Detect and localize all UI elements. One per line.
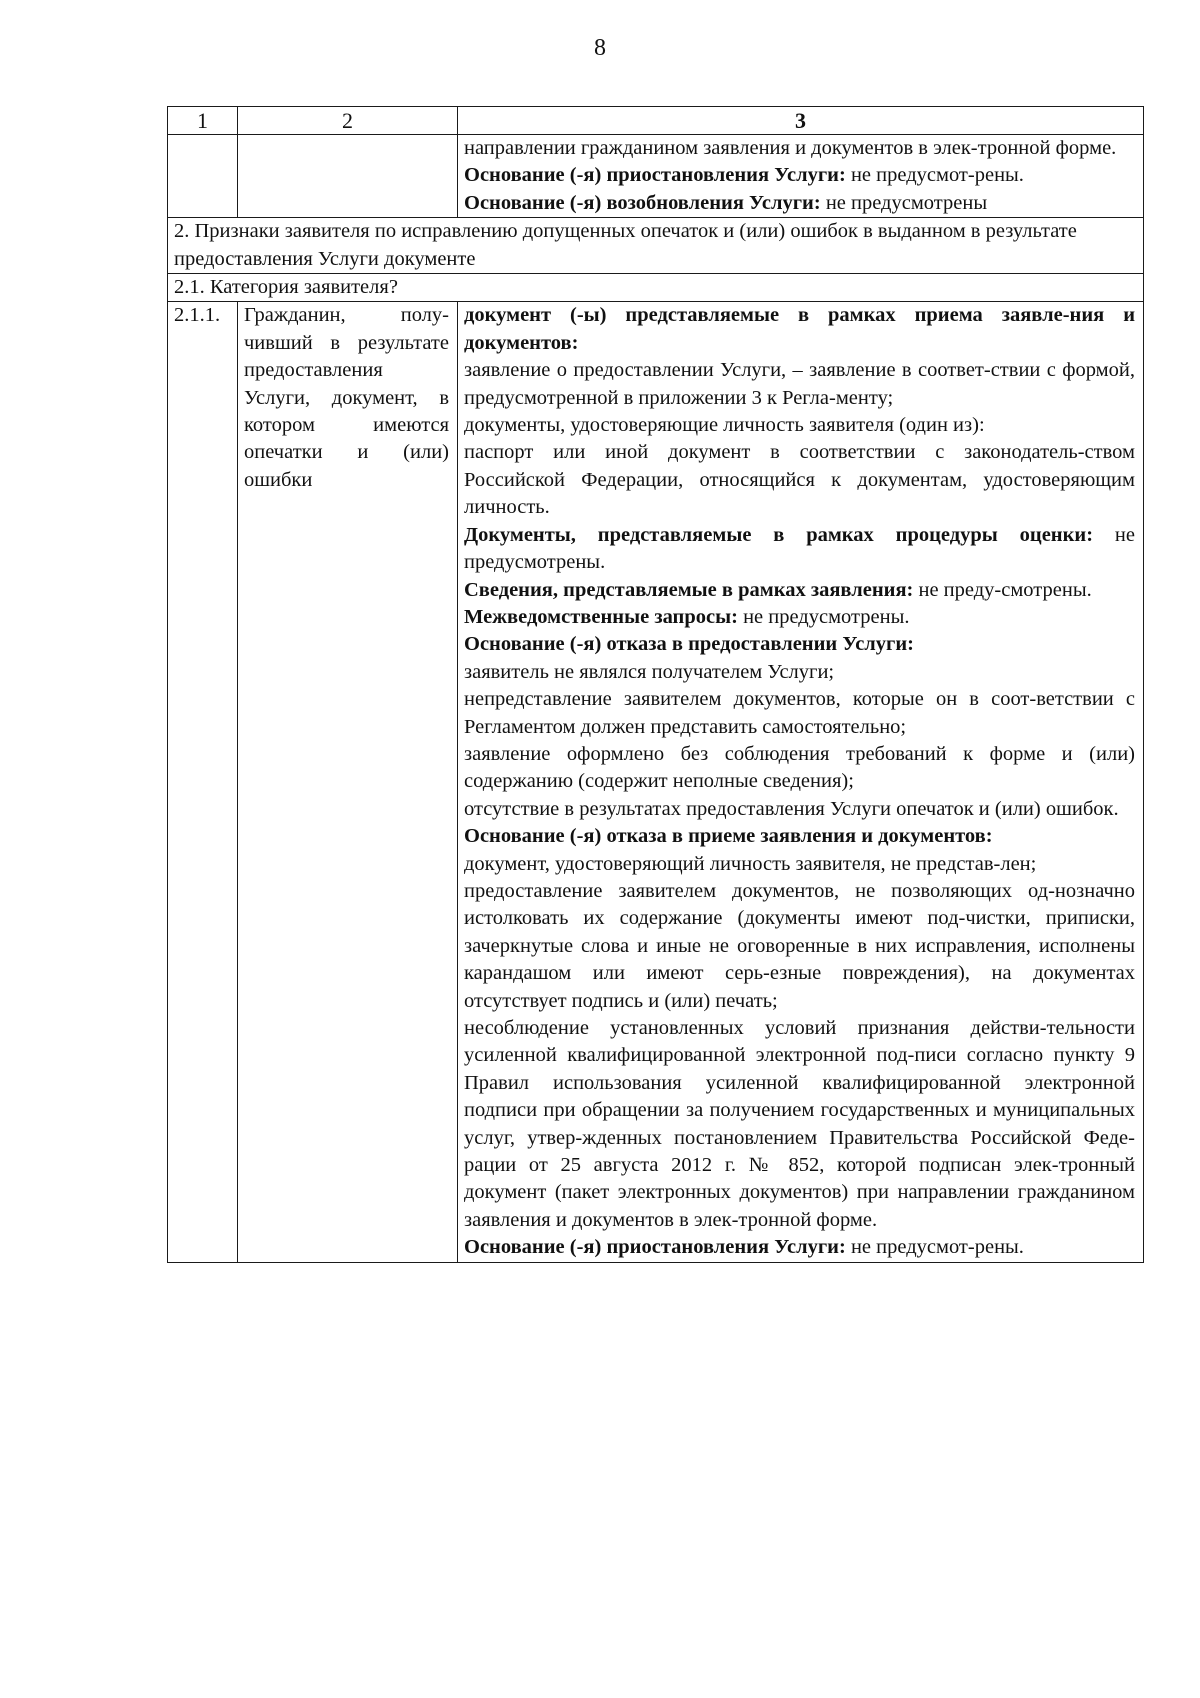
row-number-cell: 2.1.1. — [168, 302, 238, 1262]
category-line: Услуги, документ, в — [244, 386, 449, 409]
category-line: котором имеются — [244, 414, 449, 437]
applicant-category-cell — [238, 302, 458, 1262]
requirement-paragraph: несоблюдение установленных условий признания действи-тельности усиленной квалифицированной электронной под-писи согласно пункту 9 Правил использования усиленной квалифицированной электронной подписи при обращении за получением государственных и муниципальных услуг, утвер-жденных постановлением Правительства Российской Феде-рации от 25 августа 2012 г. № 852, которой подписан элек-тронный документ (пакет электронных документов) при направлении гражданином заявления и документов в элек-тронной форме. — [464, 1017, 1135, 1231]
row-2-1-1 — [168, 302, 1144, 1262]
continuation-number-cell — [168, 135, 238, 218]
requirement-paragraph: Межведомственные запросы: не предусмотрены. — [464, 605, 910, 628]
column-header-1: 1 — [168, 107, 238, 135]
section-2-1-heading: 2.1. Категория заявителя? — [168, 274, 1144, 302]
requirements-cell — [458, 302, 1144, 1262]
continuation-category-cell — [238, 135, 458, 218]
table-header-row — [168, 107, 1144, 135]
page-number: 8 — [594, 35, 606, 61]
continuation-paragraph: Основание (-я) приостановления Услуги: не предусмот-рены. — [464, 164, 1024, 187]
requirement-paragraph: заявление оформлено без соблюдения требований к форме и (или) содержанию (содержит неполные сведения); — [464, 742, 1135, 793]
requirement-paragraph: Основание (-я) приостановления Услуги: не предусмот-рены. — [464, 1236, 1024, 1259]
requirement-paragraph: паспорт или иной документ в соответствии с законодатель-ством Российской Федерации, относящийся к документам, удостоверяющим личность. — [464, 441, 1135, 519]
requirement-paragraph: предоставление заявителем документов, не позволяющих од-нозначно истолковать их содержание (документы имеют под-чистки, приписки, зачеркнутые слова и иные не оговоренные в них исправления, исполнены карандашом или имеют серь-езные повреждения), на документах отсутствует подпись и (или) печать; — [464, 879, 1135, 1012]
requirement-paragraph: заявитель не являлся получателем Услуги; — [464, 660, 835, 683]
category-line: Гражданин, полу- — [244, 304, 449, 327]
section-2-1-row — [168, 274, 1144, 302]
regulation-table — [167, 106, 1144, 1263]
continuation-row — [168, 135, 1144, 218]
column-header-2: 2 — [238, 107, 458, 135]
continuation-paragraph: Основание (-я) возобновления Услуги: не предусмотрены — [464, 191, 988, 214]
section-2-row — [168, 218, 1144, 274]
section-2-heading: 2. Признаки заявителя по исправлению допущенных опечаток и (или) ошибок в выданном в результате предоставления Услуги документе — [168, 218, 1144, 274]
category-line: предоставления — [244, 359, 383, 382]
requirement-paragraph: Основание (-я) отказа в приеме заявления и документов: — [464, 825, 993, 848]
requirement-paragraph: Сведения, представляемые в рамках заявления: не преду-смотрены. — [464, 578, 1092, 601]
requirement-paragraph: заявление о предоставлении Услуги, – заявление в соответ-ствии с формой, предусмотренной в приложении 3 к Регла-менту; — [464, 359, 1135, 409]
requirement-paragraph: Документы, представляемые в рамках процедуры оценки: не предусмотрены. — [464, 523, 1135, 574]
category-line: опечатки и (или) — [244, 441, 449, 464]
requirement-paragraph: документы, удостоверяющие личность заявителя (один из): — [464, 414, 985, 437]
continuation-paragraph: направлении гражданином заявления и документов в элек-тронной форме. — [464, 137, 1117, 159]
requirement-paragraph: непредставление заявителем документов, которые он в соот-ветствии с Регламентом должен представить самостоятельно; — [464, 688, 1135, 738]
column-header-3: 3 — [458, 107, 1144, 135]
requirement-paragraph: документ (-ы) представляемые в рамках приема заявле-ния и документов: — [464, 304, 1135, 354]
requirement-paragraph: Основание (-я) отказа в предоставлении Услуги: — [464, 633, 914, 656]
requirement-paragraph: отсутствие в результатах предоставления Услуги опечаток и (или) ошибок. — [464, 797, 1119, 820]
requirement-paragraph: документ, удостоверяющий личность заявителя, не представ-лен; — [464, 852, 1037, 875]
category-line: ошибки — [244, 468, 313, 491]
continuation-content-cell — [458, 135, 1144, 218]
category-line: чивший в результате — [244, 331, 449, 354]
